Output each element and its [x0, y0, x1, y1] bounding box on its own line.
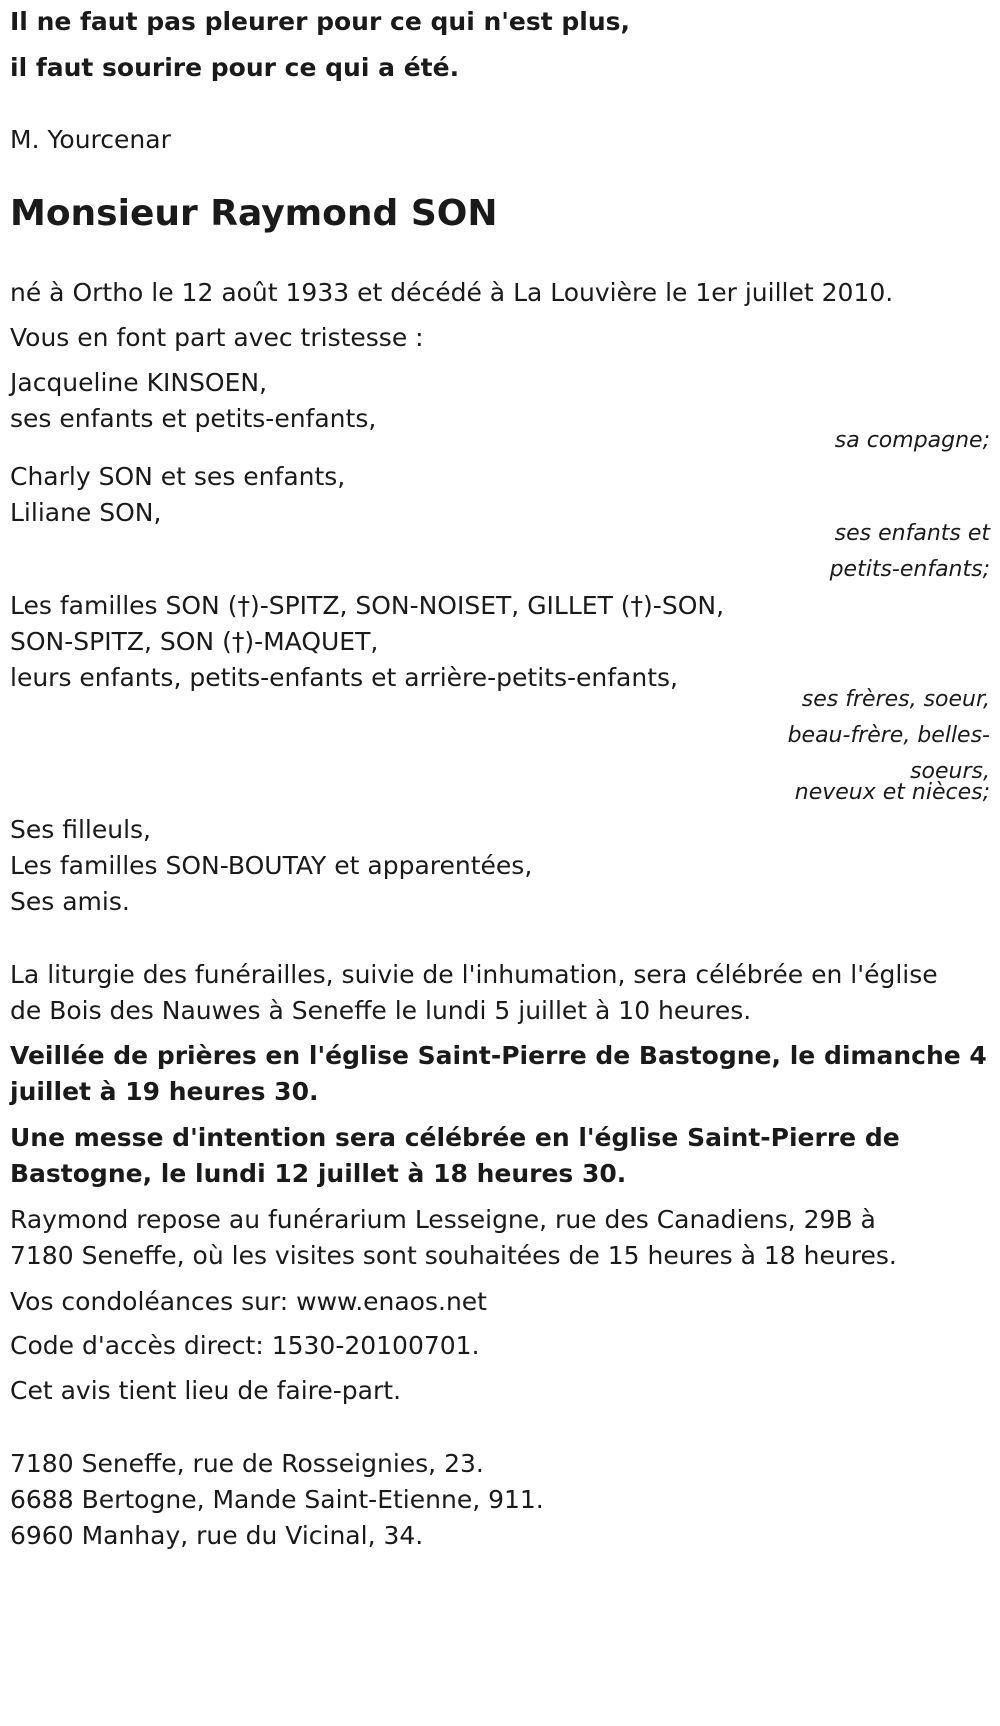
family-line: Ses amis. [10, 887, 130, 916]
relation-label: petits-enfants; [829, 557, 990, 582]
mass-text: Bastogne, le lundi 12 juillet à 18 heures 30. [10, 1159, 627, 1188]
funeral-text: La liturgie des funérailles, suivie de l'inhumation, sera célébrée en l'église [10, 960, 938, 989]
vigil-text: Veillée de prières en l'église Saint-Pierre de Bastogne, le dimanche 4 [10, 1041, 987, 1070]
relation-label: soeurs, [910, 759, 990, 784]
family-line: leurs enfants, petits-enfants et arrière-petits-enfants, [10, 663, 678, 692]
address-line: 6960 Manhay, rue du Vicinal, 34. [10, 1521, 424, 1550]
relation-label: sa compagne; [834, 428, 990, 453]
quote-author: M. Yourcenar [10, 125, 171, 154]
funerarium-text: Raymond repose au funérarium Lesseigne, rue des Canadiens, 29B à [10, 1205, 876, 1234]
family-line: Charly SON et ses enfants, [10, 462, 346, 491]
notice-text: Cet avis tient lieu de faire-part. [10, 1376, 402, 1405]
mass-text: Une messe d'intention sera célébrée en l'église Saint-Pierre de [10, 1123, 900, 1152]
quote-line-1: Il ne faut pas pleurer pour ce qui n'est plus, [10, 7, 631, 36]
relation-label: beau-frère, belles- [787, 723, 990, 748]
family-line: Les familles SON-BOUTAY et apparentées, [10, 851, 533, 880]
deceased-name: Monsieur Raymond SON [10, 193, 498, 234]
funeral-text: de Bois des Nauwes à Seneffe le lundi 5 juillet à 10 heures. [10, 996, 752, 1025]
vigil-text: juillet à 19 heures 30. [10, 1077, 319, 1106]
relation-label: neveux et nièces; [794, 780, 990, 805]
relation-label: ses frères, soeur, [801, 687, 990, 712]
access-code-text: Code d'accès direct: 1530-20100701. [10, 1331, 480, 1360]
address-line: 7180 Seneffe, rue de Rosseignies, 23. [10, 1449, 484, 1478]
condolences-text: Vos condoléances sur: www.enaos.net [10, 1287, 487, 1316]
family-line: ses enfants et petits-enfants, [10, 404, 377, 433]
intro-text: Vous en font part avec tristesse : [10, 323, 424, 352]
family-line: SON-SPITZ, SON (†)-MAQUET, [10, 627, 379, 656]
relation-label: ses enfants et [834, 521, 990, 546]
family-line: Jacqueline KINSOEN, [10, 368, 268, 397]
funerarium-text: 7180 Seneffe, où les visites sont souhaitées de 15 heures à 18 heures. [10, 1241, 897, 1270]
family-line: Les familles SON (†)-SPITZ, SON-NOISET, GILLET (†)-SON, [10, 591, 725, 620]
address-line: 6688 Bertogne, Mande Saint-Etienne, 911. [10, 1485, 544, 1514]
quote-line-2: il faut sourire pour ce qui a été. [10, 53, 460, 82]
family-line: Ses filleuls, [10, 815, 152, 844]
family-line: Liliane SON, [10, 498, 162, 527]
birth-death-dates: né à Ortho le 12 août 1933 et décédé à La Louvière le 1er juillet 2010. [10, 278, 894, 307]
